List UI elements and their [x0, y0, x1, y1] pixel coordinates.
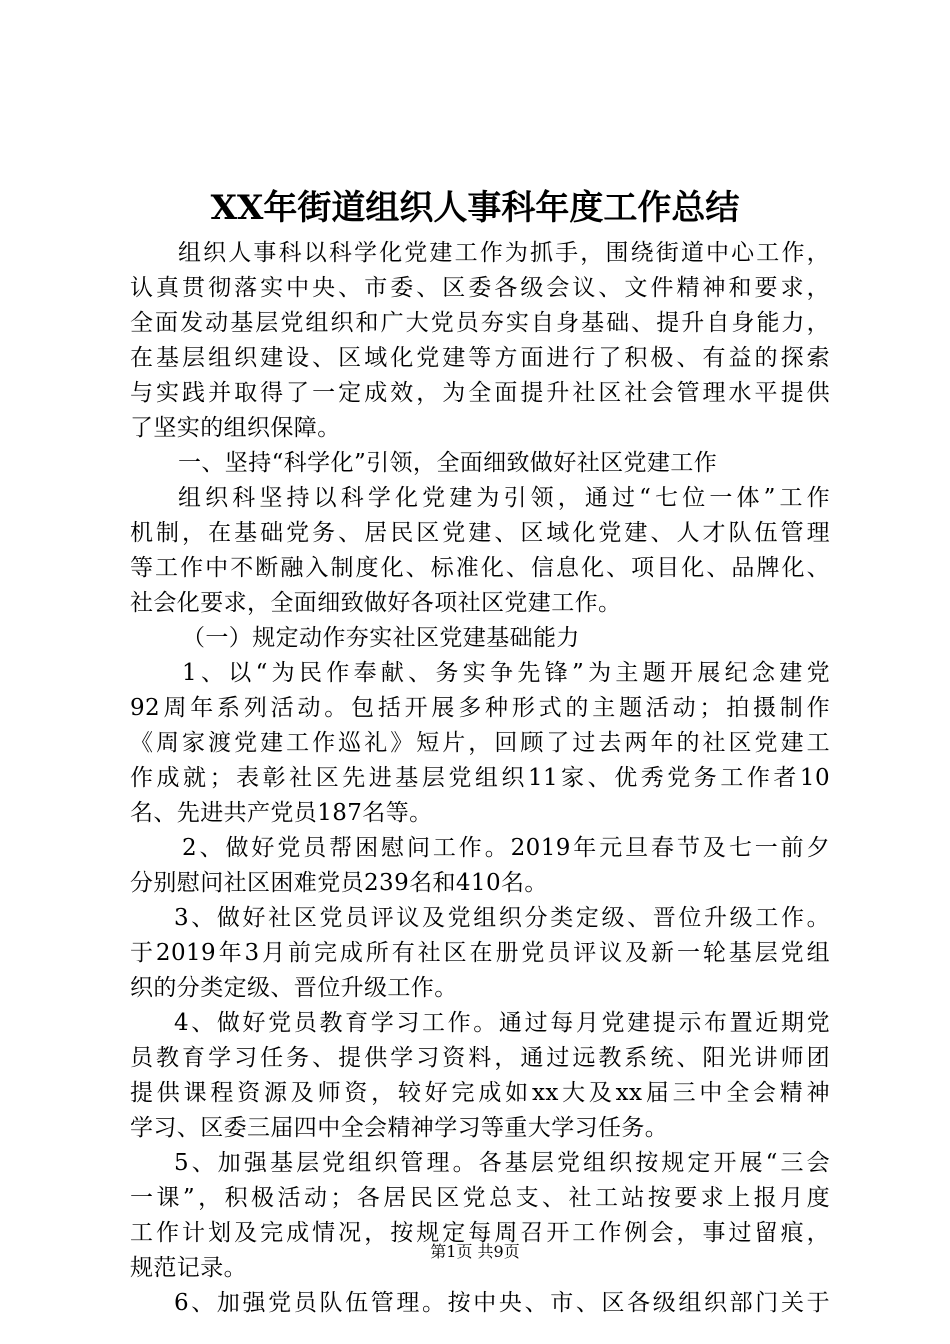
body-line: 在基层组织建设、区域化党建等方面进行了积极、有益的探索	[130, 345, 830, 371]
body-line: 员教育学习任务、提供学习资料，通过远教系统、阳光讲师团	[130, 1045, 830, 1071]
body-line: 机制，在基础党务、居民区党建、区域化党建、人才队伍管理	[130, 520, 830, 546]
body-line: 提供课程资源及师资，较好完成如xx大及xx届三中全会精神	[130, 1080, 830, 1106]
body-line: 组织科坚持以科学化党建为引领，通过“七位一体”工作	[178, 485, 830, 511]
body-line: 与实践并取得了一定成效，为全面提升社区社会管理水平提供	[130, 380, 830, 406]
body-line: 2、做好党员帮困慰问工作。2019年元旦春节及七一前夕	[182, 835, 830, 861]
body-line: 一、坚持“科学化”引领，全面细致做好社区党建工作	[178, 450, 718, 476]
body-line: 工作计划及完成情况，按规定每周召开工作例会，事过留痕，	[130, 1220, 830, 1246]
body-line: 92周年系列活动。包括开展多种形式的主题活动；拍摄制作	[130, 695, 830, 721]
body-line: 6、加强党员队伍管理。按中央、市、区各级组织部门关于	[174, 1290, 830, 1316]
body-line: 作成就；表彰社区先进基层党组织11家、优秀党务工作者10	[130, 765, 830, 791]
body-line: 全面发动基层党组织和广大党员夯实自身基础、提升自身能力，	[130, 310, 830, 336]
document-title: XX年街道组织人事科年度工作总结	[210, 188, 740, 228]
body-line: 于2019年3月前完成所有社区在册党员评议及新一轮基层党组	[130, 940, 830, 966]
document-body	[130, 236, 830, 1321]
body-line: 4、做好党员教育学习工作。通过每月党建提示布置近期党	[174, 1010, 830, 1036]
body-line: 一课”，积极活动；各居民区党总支、社工站按要求上报月度	[130, 1185, 830, 1211]
body-line: 5、加强基层党组织管理。各基层党组织按规定开展“三会	[174, 1150, 830, 1176]
body-line: 学习、区委三届四中全会精神学习等重大学习任务。	[130, 1115, 669, 1141]
body-line: 3、做好社区党员评议及党组织分类定级、晋位升级工作。	[174, 905, 830, 931]
body-line: 规范记录。	[130, 1255, 247, 1281]
body-line: 织的分类定级、晋位升级工作。	[130, 975, 458, 1001]
page-footer: 第1页 共9页	[430, 1242, 520, 1261]
body-line: （一）规定动作夯实社区党建基础能力	[182, 625, 580, 651]
body-line: 组织人事科以科学化党建工作为抓手，围绕街道中心工作，	[178, 240, 830, 266]
body-line: 等工作中不断融入制度化、标准化、信息化、项目化、品牌化、	[130, 555, 830, 581]
body-line: 认真贯彻落实中央、市委、区委各级会议、文件精神和要求，	[130, 275, 830, 301]
body-line: 了坚实的组织保障。	[130, 415, 341, 441]
body-line: 《周家渡党建工作巡礼》短片，回顾了过去两年的社区党建工	[130, 730, 830, 756]
body-line: 1、以“为民作奉献、务实争先锋”为主题开展纪念建党	[182, 660, 830, 686]
body-line: 名、先进共产党员187名等。	[130, 800, 433, 826]
body-line: 社会化要求，全面细致做好各项社区党建工作。	[130, 590, 622, 616]
body-line: 分别慰问社区困难党员239名和410名。	[130, 870, 548, 896]
